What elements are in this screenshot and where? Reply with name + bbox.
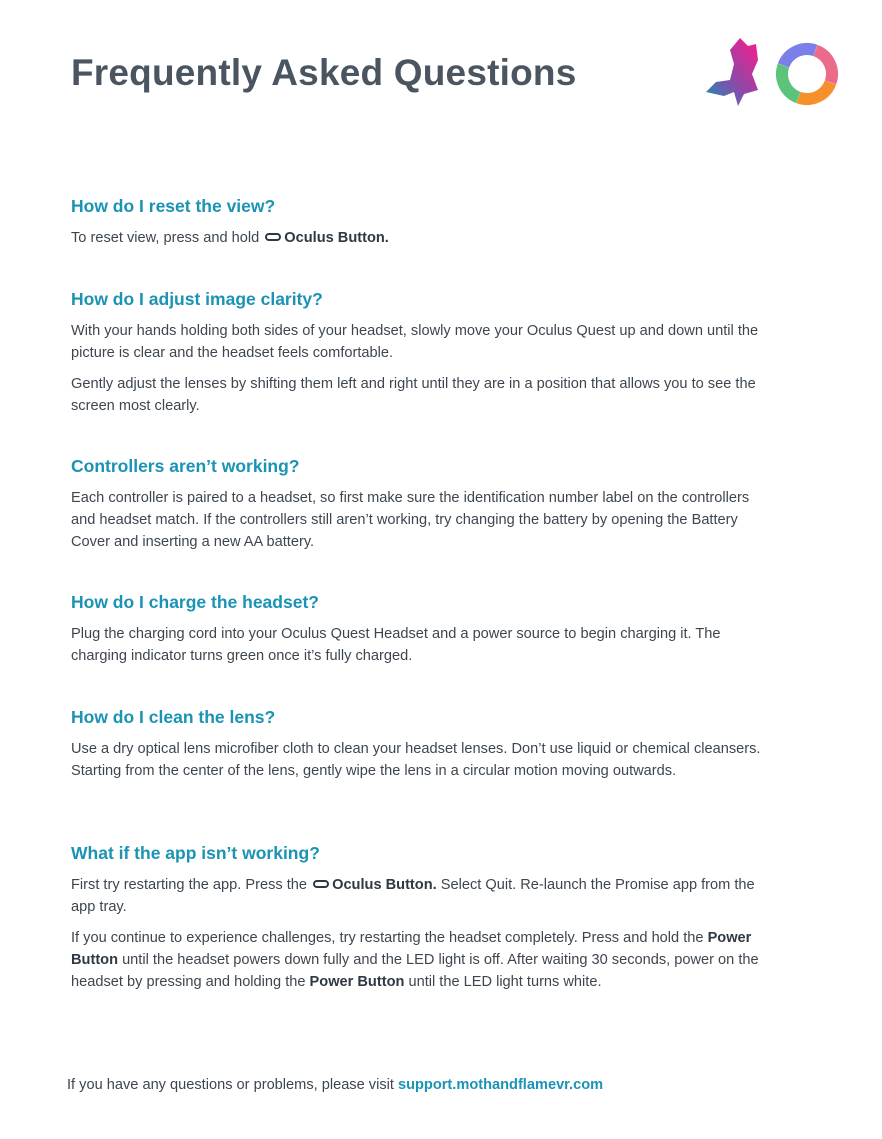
faq-answer <box>71 227 771 249</box>
answer-text: Select Quit. Re-launch the Promise app from the app tray. <box>71 877 755 915</box>
support-link[interactable]: support.mothandflamevr.com <box>397 1077 604 1093</box>
ring-logo-icon <box>775 42 839 106</box>
faq-clean-lens <box>71 707 771 791</box>
footer <box>67 1077 603 1093</box>
faq-answer: Gently adjust the lenses by shifting them left and right until they are in a position that allows you to see the screen most clearly. <box>71 376 756 414</box>
faq-answer: With your hands holding both sides of your headset, slowly move your Oculus Quest up and down until the picture is clear and the headset feels comfortable. <box>71 323 759 361</box>
faq-app-not-working <box>71 843 771 1002</box>
faq-answer: Each controller is paired to a headset, so first make sure the identification number label on the controllers and headset match. If the controllers still aren’t working, try changing the battery by opening the Battery Cover and inserting a new AA battery. <box>71 490 750 550</box>
faq-question: Controllers aren’t working? <box>71 456 300 476</box>
faq-answer: Plug the charging cord into your Oculus Quest Headset and a power source to begin charging it. The charging indicator turns green once it’s fully charged. <box>71 626 721 664</box>
faq-charge <box>71 592 771 676</box>
answer-bold: Power Button <box>309 974 405 990</box>
faq-answer: Use a dry optical lens microfiber cloth to clean your headset lenses. Don’t use liquid or chemical cleansers. Starting from the center of the lens, gently wipe the lens in a circular motion moving outwards. <box>71 741 761 779</box>
answer-bold: Oculus Button. <box>332 877 437 893</box>
faq-question: How do I clean the lens? <box>71 707 276 727</box>
answer-bold: Oculus Button. <box>284 230 389 246</box>
answer-text: until the LED light turns white. <box>404 974 602 990</box>
faq-question: How do I reset the view? <box>71 196 276 216</box>
logos <box>700 34 840 114</box>
faq-reset-view <box>71 196 771 258</box>
faq-question: What if the app isn’t working? <box>71 843 320 863</box>
answer-bold: Power Button <box>71 930 752 968</box>
answer-text: First try restarting the app. Press the <box>71 877 308 893</box>
faq-answer <box>71 874 771 918</box>
faq-image-clarity <box>71 289 771 426</box>
oculus-button-icon <box>313 880 329 888</box>
faq-answer <box>71 927 771 993</box>
faq-question: How do I adjust image clarity? <box>71 289 323 309</box>
oculus-button-icon <box>265 233 281 241</box>
moth-logo-icon <box>706 38 758 106</box>
answer-text: To reset view, press and hold <box>71 230 260 246</box>
answer-text: If you continue to experience challenges, try restarting the headset completely. Press and hold the <box>71 930 708 946</box>
answer-text: until the headset powers down fully and the LED light is off. After waiting 30 seconds, power on the headset by pressing and holding the <box>71 952 759 990</box>
faq-question: How do I charge the headset? <box>71 592 319 612</box>
footer-text: If you have any questions or problems, please visit <box>67 1077 398 1093</box>
page-title: Frequently Asked Questions <box>71 52 577 93</box>
faq-controllers <box>71 456 771 562</box>
